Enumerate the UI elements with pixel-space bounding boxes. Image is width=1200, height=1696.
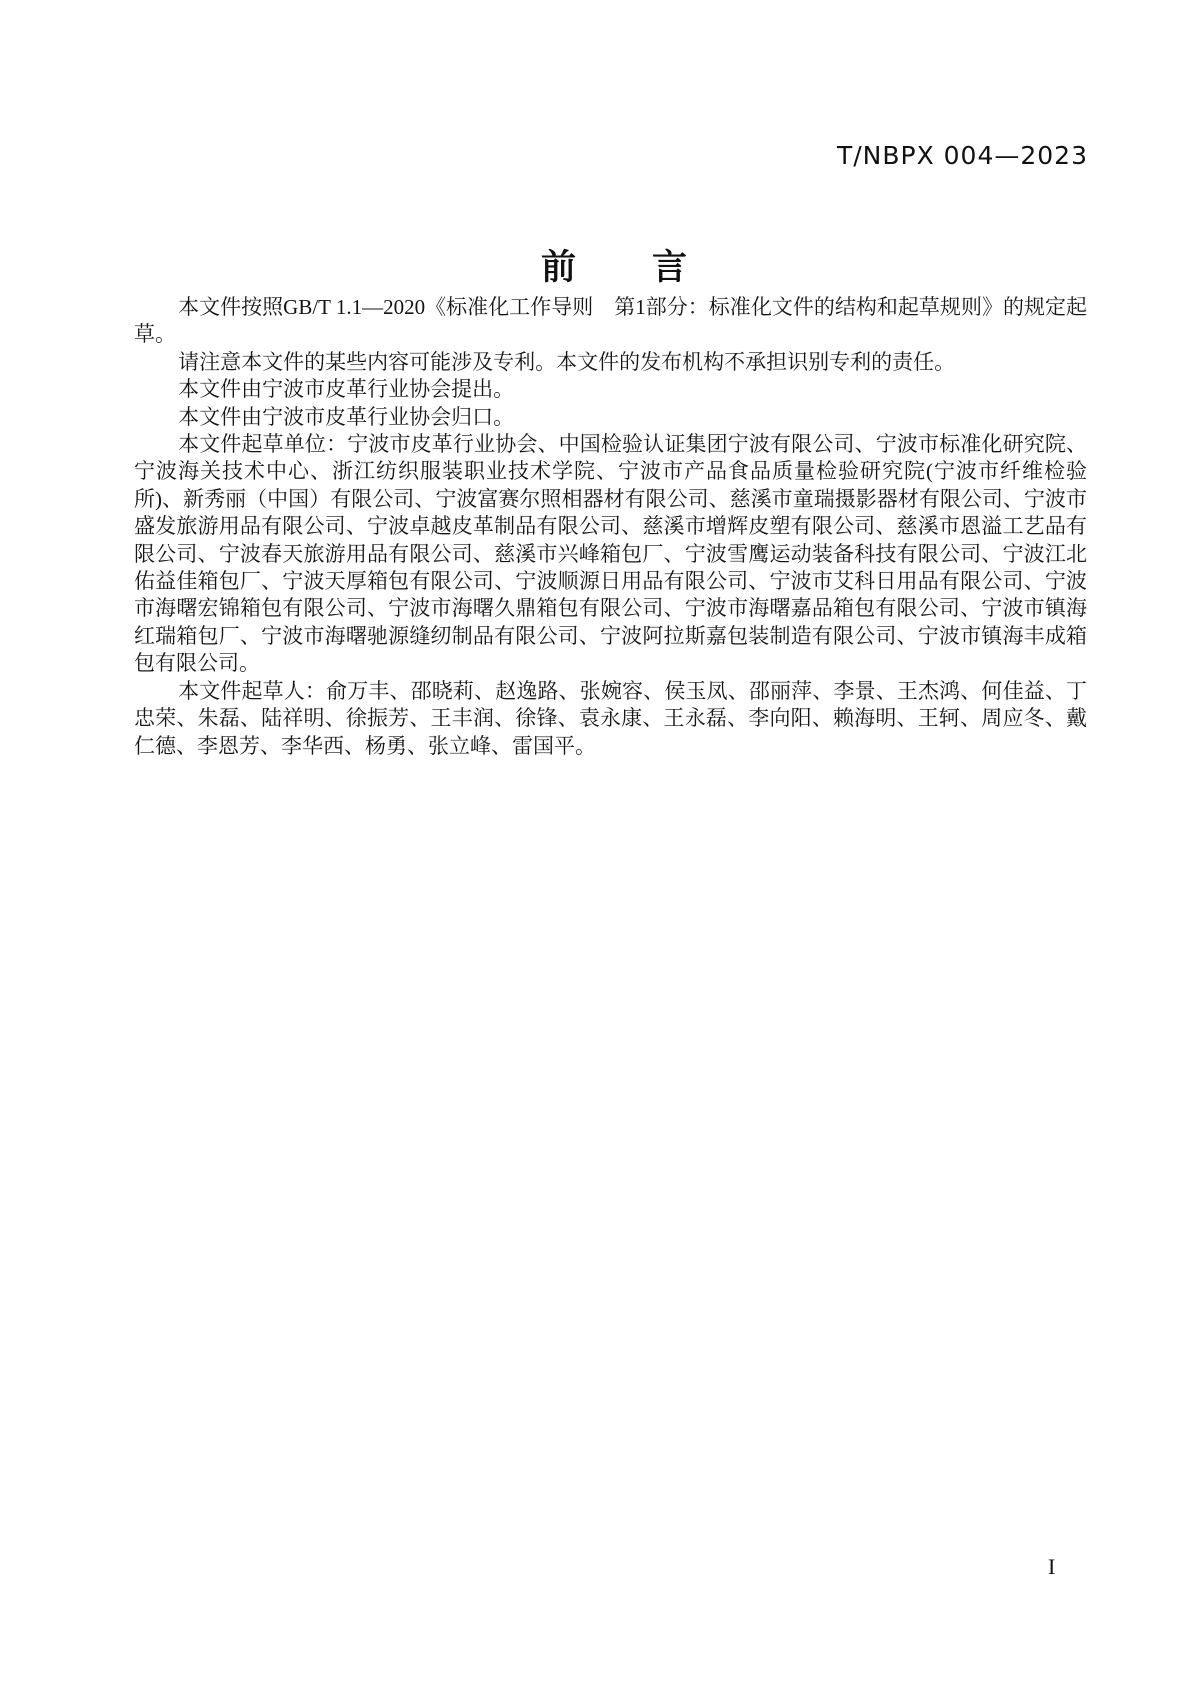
paragraph-proposed-by: 本文件由宁波市皮革行业协会提出。 bbox=[178, 377, 515, 402]
page-title: 前 言 bbox=[540, 248, 689, 287]
paragraph-drafting-rules: 本文件按照GB/T 1.1—2020《标准化工作导则 第1部分：标准化文件的结构和起草规则》的规定起草。 bbox=[134, 295, 1087, 347]
paragraph-centralized-by: 本文件由宁波市皮革行业协会归口。 bbox=[178, 404, 515, 429]
paragraph-drafters: 本文件起草人：俞万丰、邵晓莉、赵逸路、张婉容、侯玉凤、邵丽萍、李景、王杰鸿、何佳益、丁忠荣、朱磊、陆祥明、徐振芳、王丰润、徐锋、袁永康、王永磊、李向阳、赖海明、王轲、周应冬、戴仁德、李恩芳、李华西、杨勇、张立峰、雷国平。 bbox=[134, 678, 1087, 758]
paragraph-patent-notice: 请注意本文件的某些内容可能涉及专利。本文件的发布机构不承担识别专利的责任。 bbox=[178, 349, 956, 374]
paragraph-drafting-organizations: 本文件起草单位：宁波市皮革行业协会、中国检验认证集团宁波有限公司、宁波市标准化研究院、宁波海关技术中心、浙江纺织服装职业技术学院、宁波市产品食品质量检验研究院(宁波市纤维检验所)、新秀丽（中国）有限公司、宁波富赛尔照相器材有限公司、慈溪市童瑞摄影器材有限公司、宁波市盛发旅游用品有限公司、宁波卓越皮革制品有限公司、慈溪市增辉皮塑有限公司、慈溪市恩溢工艺品有限公司、宁波春天旅游用品有限公司、慈溪市兴峰箱包厂、宁波雪鹰运动装备科技有限公司、宁波江北佑益佳箱包厂、宁波天厚箱包有限公司、宁波顺源日用品有限公司、宁波市艾科日用品有限公司、宁波市海曙宏锦箱包有限公司、宁波市海曙久鼎箱包有限公司、宁波市海曙嘉品箱包有限公司、宁波市镇海红瑞箱包厂、宁波市海曙驰源缝纫制品有限公司、宁波阿拉斯嘉包装制造有限公司、宁波市镇海丰成箱包有限公司。 bbox=[134, 432, 1087, 676]
standard-number: T/NBPX 004—2023 bbox=[836, 141, 1088, 170]
page-number: I bbox=[1048, 1554, 1056, 1579]
foreword-body bbox=[134, 294, 1087, 760]
